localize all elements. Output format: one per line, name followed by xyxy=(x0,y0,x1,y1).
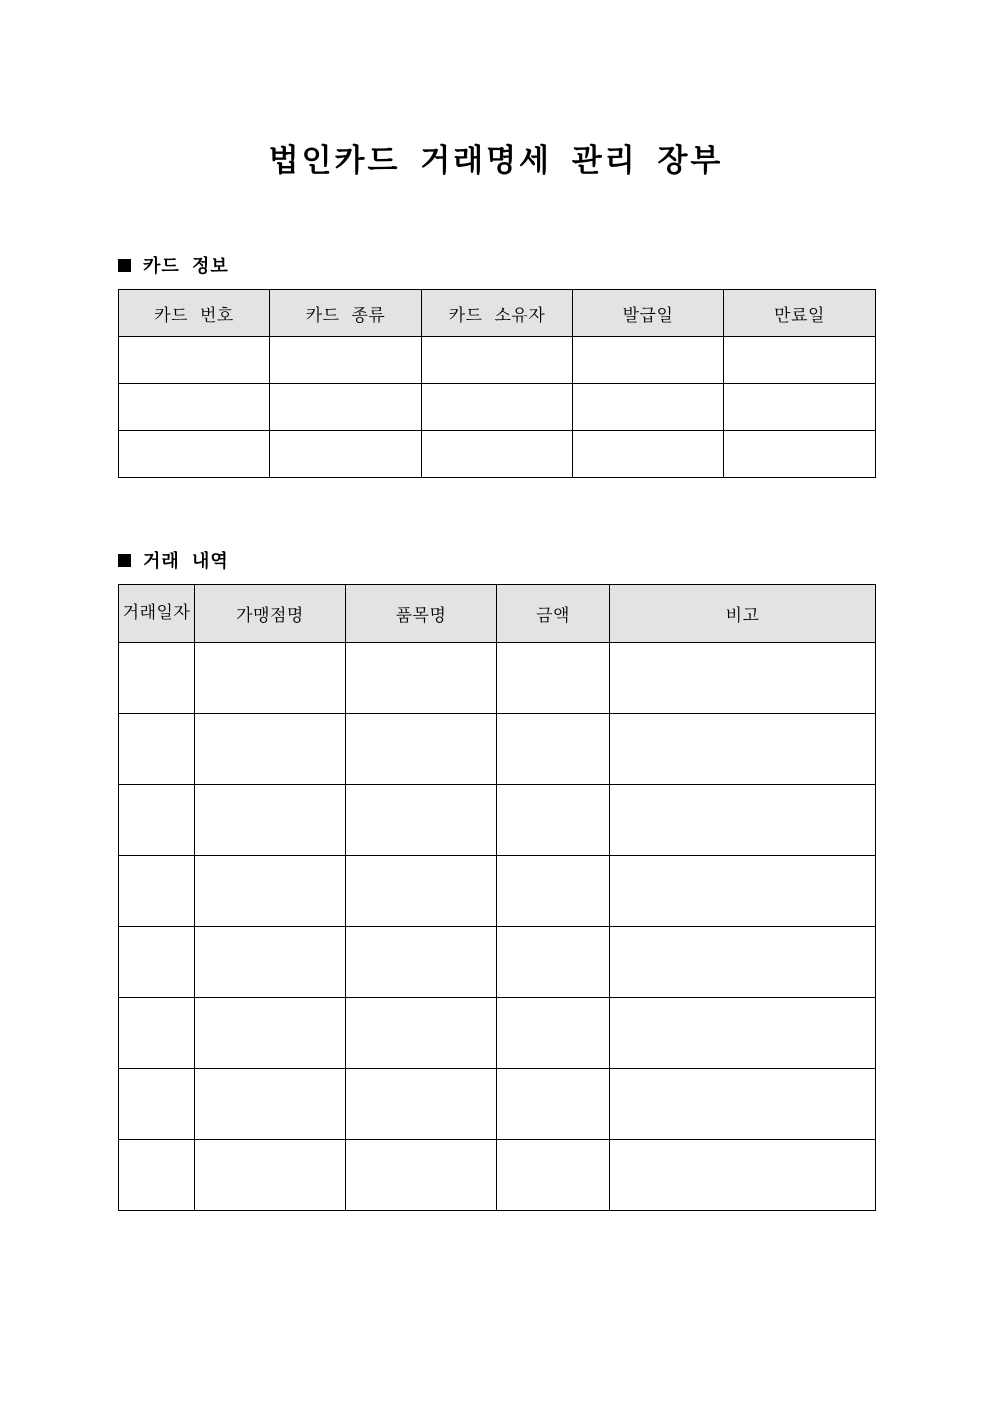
table-cell[interactable] xyxy=(195,998,346,1069)
table-row xyxy=(119,384,876,431)
table-cell[interactable] xyxy=(119,643,195,714)
table-cell[interactable] xyxy=(497,785,610,856)
col-header-card-number: 카드 번호 xyxy=(119,290,270,337)
table-cell[interactable] xyxy=(497,856,610,927)
table-row xyxy=(119,431,876,478)
transaction-heading-label: 거래 내역 xyxy=(143,551,229,572)
col-header-card-type: 카드 종류 xyxy=(270,290,422,337)
table-cell[interactable] xyxy=(119,1069,195,1140)
table-cell[interactable] xyxy=(195,785,346,856)
table-cell[interactable] xyxy=(610,856,876,927)
table-row xyxy=(119,785,876,856)
table-cell[interactable] xyxy=(724,337,876,384)
table-cell[interactable] xyxy=(195,856,346,927)
table-cell[interactable] xyxy=(573,431,724,478)
col-header-amount: 금액 xyxy=(497,585,610,643)
table-cell[interactable] xyxy=(346,785,497,856)
table-cell[interactable] xyxy=(346,998,497,1069)
transaction-table xyxy=(118,584,876,1211)
table-cell[interactable] xyxy=(573,337,724,384)
square-bullet-icon xyxy=(118,259,131,272)
table-cell[interactable] xyxy=(195,1069,346,1140)
table-cell[interactable] xyxy=(610,643,876,714)
col-header-remarks: 비고 xyxy=(610,585,876,643)
table-cell[interactable] xyxy=(346,927,497,998)
table-cell[interactable] xyxy=(346,643,497,714)
transaction-table-header-row xyxy=(119,585,876,643)
table-cell[interactable] xyxy=(195,1140,346,1211)
table-cell[interactable] xyxy=(346,856,497,927)
card-info-heading-label: 카드 정보 xyxy=(143,256,229,277)
table-cell[interactable] xyxy=(346,714,497,785)
table-cell[interactable] xyxy=(195,714,346,785)
table-cell[interactable] xyxy=(270,384,422,431)
table-cell[interactable] xyxy=(195,643,346,714)
table-row xyxy=(119,1069,876,1140)
table-cell[interactable] xyxy=(497,998,610,1069)
table-cell[interactable] xyxy=(497,1140,610,1211)
card-table-header-row xyxy=(119,290,876,337)
table-cell[interactable] xyxy=(497,643,610,714)
table-cell[interactable] xyxy=(119,714,195,785)
col-header-item-name: 품목명 xyxy=(346,585,497,643)
table-cell[interactable] xyxy=(119,431,270,478)
table-cell[interactable] xyxy=(610,927,876,998)
table-row xyxy=(119,998,876,1069)
col-header-card-owner: 카드 소유자 xyxy=(422,290,573,337)
table-cell[interactable] xyxy=(119,785,195,856)
col-header-expiry-date: 만료일 xyxy=(724,290,876,337)
table-cell[interactable] xyxy=(119,998,195,1069)
table-row xyxy=(119,1140,876,1211)
card-info-table xyxy=(118,289,876,478)
square-bullet-icon xyxy=(118,554,131,567)
table-row xyxy=(119,643,876,714)
table-cell[interactable] xyxy=(346,1069,497,1140)
table-cell[interactable] xyxy=(119,384,270,431)
table-cell[interactable] xyxy=(422,337,573,384)
table-cell[interactable] xyxy=(422,431,573,478)
table-cell[interactable] xyxy=(119,1140,195,1211)
table-cell[interactable] xyxy=(724,384,876,431)
table-cell[interactable] xyxy=(270,431,422,478)
table-cell[interactable] xyxy=(610,714,876,785)
table-cell[interactable] xyxy=(610,1069,876,1140)
card-info-heading xyxy=(118,252,229,278)
table-cell[interactable] xyxy=(724,431,876,478)
table-cell[interactable] xyxy=(497,1069,610,1140)
table-cell[interactable] xyxy=(573,384,724,431)
col-header-merchant-name: 가맹점명 xyxy=(195,585,346,643)
table-cell[interactable] xyxy=(422,384,573,431)
page-title: 법인카드 거래명세 관리 장부 xyxy=(268,143,724,179)
table-cell[interactable] xyxy=(270,337,422,384)
transaction-heading xyxy=(118,547,229,573)
table-row xyxy=(119,337,876,384)
table-row xyxy=(119,927,876,998)
table-cell[interactable] xyxy=(346,1140,497,1211)
table-cell[interactable] xyxy=(610,1140,876,1211)
table-cell[interactable] xyxy=(610,998,876,1069)
table-row xyxy=(119,856,876,927)
table-cell[interactable] xyxy=(119,927,195,998)
table-cell[interactable] xyxy=(497,714,610,785)
table-cell[interactable] xyxy=(195,927,346,998)
table-cell[interactable] xyxy=(119,337,270,384)
table-cell[interactable] xyxy=(497,927,610,998)
table-cell[interactable] xyxy=(119,856,195,927)
table-cell[interactable] xyxy=(610,785,876,856)
table-row xyxy=(119,714,876,785)
col-header-issue-date: 발급일 xyxy=(573,290,724,337)
col-header-transaction-date: 거래일자 xyxy=(119,585,195,643)
